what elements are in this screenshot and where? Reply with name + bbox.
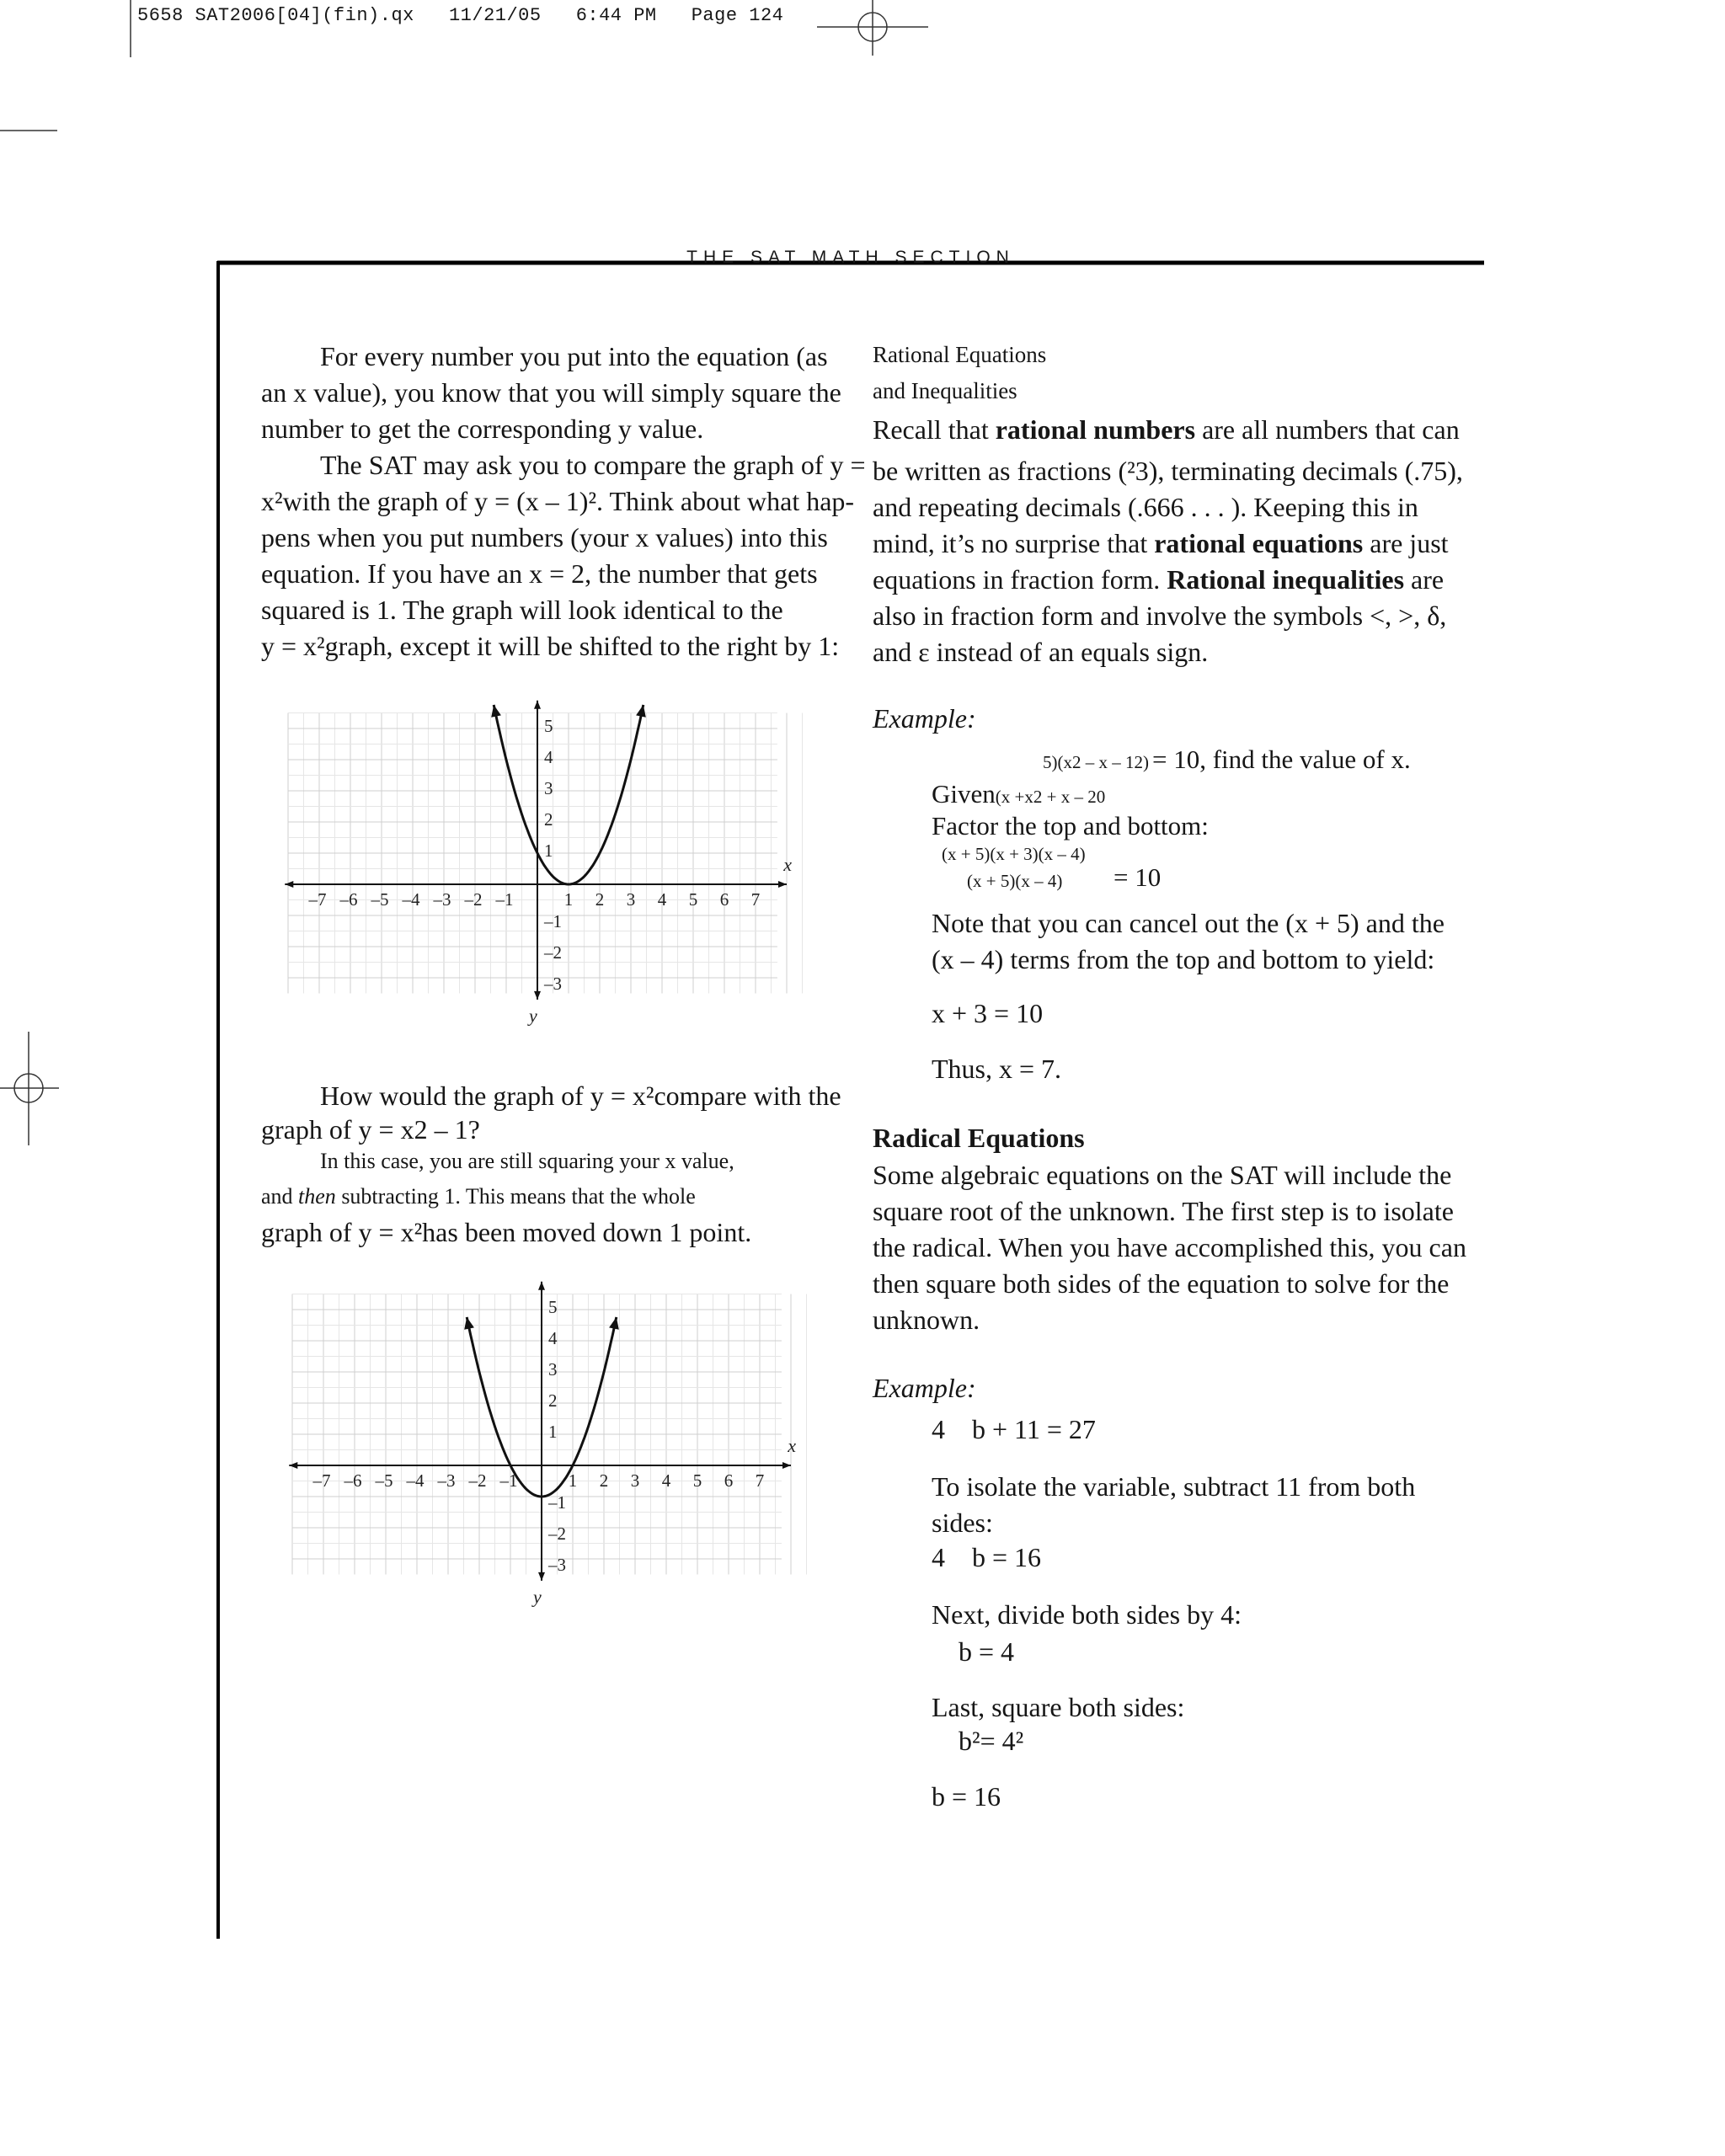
x-tick-label: 5 [692, 1470, 702, 1491]
x-tick-label: –7 [308, 889, 327, 910]
example2-eq4: b²= 4² [959, 1726, 1024, 1756]
rn-line-4-bold: rational equations [1154, 528, 1364, 558]
curve-arrow-left [491, 705, 501, 718]
radical-line-2: square root of the unknown. The first step is to isolate [873, 1196, 1454, 1226]
rn-line-7: and ε instead of an equals sign. [873, 637, 1209, 667]
slug-file: 5658 SAT2006[04](fin).qx [137, 5, 414, 26]
example1-numerator: (x + 5)(x + 3)(x – 4) [942, 844, 1086, 864]
x-tick-label: –2 [464, 889, 483, 910]
x-tick-label: –3 [437, 1470, 456, 1491]
step1-line-2: sides: [932, 1508, 993, 1538]
y-tick-label: 4 [548, 1328, 558, 1348]
x-tick-label: 6 [719, 889, 729, 910]
x-axis-arrow-left [289, 1462, 297, 1469]
rn-line-5 [873, 562, 1479, 598]
left-paragraph-2 [261, 447, 868, 664]
example1-given [932, 779, 1105, 809]
example2-label: Example: [873, 1373, 976, 1403]
example1-given-word: Given [932, 779, 996, 808]
x-tick-label: 1 [568, 1470, 578, 1491]
example1-label: Example: [873, 703, 976, 734]
y-axis-arrow-bottom [538, 1572, 545, 1581]
y-tick-label: –1 [544, 911, 562, 931]
rational-paragraph [873, 412, 1479, 670]
y-tick-label: 3 [548, 1359, 558, 1380]
y-tick-label: 5 [548, 1297, 558, 1317]
radical-line-5: unknown. [873, 1305, 980, 1335]
x-tick-label: –1 [495, 889, 514, 910]
x-tick-label: 3 [626, 889, 636, 910]
curve-arrow-right [609, 1317, 619, 1330]
example2-step1 [932, 1469, 1487, 1541]
p2-line-3: pens when you put numbers (your x values) into this [261, 522, 828, 552]
print-slug [137, 5, 783, 26]
p3-then: then [298, 1184, 336, 1209]
registration-mark-left [0, 1032, 59, 1145]
x-tick-label: –1 [499, 1470, 518, 1491]
slug-date: 11/21/05 [448, 5, 542, 26]
y-axis-arrow-bottom [534, 991, 541, 1000]
example1-note [932, 905, 1487, 978]
y-axis-arrow-top [534, 701, 541, 709]
example1-equals-10: = 10 [1114, 862, 1162, 892]
x-tick-label: 7 [750, 889, 761, 910]
x-tick-label: 4 [661, 1470, 671, 1491]
y-tick-label: 2 [544, 809, 553, 830]
x-tick-label: 2 [595, 889, 605, 910]
rn-line-4-post: are just [1363, 528, 1449, 558]
rn-line-4 [873, 526, 1479, 562]
x-tick-label: –6 [344, 1470, 362, 1491]
y-axis-label: y [533, 1586, 542, 1608]
y-tick-label: 4 [544, 747, 553, 767]
y-tick-label: 1 [548, 1422, 558, 1442]
x-tick-label: –7 [312, 1470, 331, 1491]
registration-mark-top [817, 0, 928, 56]
x-tick-label: –5 [375, 1470, 393, 1491]
left-paragraph-3 [261, 1144, 868, 1214]
radical-line-4: then square both sides of the equation to solve for the [873, 1268, 1450, 1299]
x-axis-arrow-right [778, 881, 787, 888]
example1-given-fraction [1043, 744, 1411, 775]
y-tick-label: –3 [544, 974, 562, 994]
x-tick-label: 1 [563, 889, 574, 910]
x-tick-label: –5 [371, 889, 389, 910]
p2-line-1: The SAT may ask you to compare the graph of y = [320, 450, 866, 480]
rn-line-6: also in fraction form and involve the symbols <, >, δ, [873, 600, 1447, 631]
x-tick-label: –3 [433, 889, 451, 910]
x-tick-label: 6 [724, 1470, 734, 1491]
x-tick-label: –6 [339, 889, 358, 910]
curve-arrow-left [464, 1317, 474, 1330]
p2-line-4: equation. If you have an x = 2, the number that gets [261, 558, 818, 589]
p3-line-3: graph of y = x²has been moved down 1 point. [261, 1217, 752, 1247]
radical-line-3: the radical. When you have accomplished this, you can [873, 1232, 1466, 1262]
rn-pre: Recall that [873, 414, 996, 445]
example2-step2: Next, divide both sides by 4: [932, 1599, 1242, 1630]
left-question [261, 1078, 868, 1145]
example1-denominator: (x + 5)(x – 4) [967, 871, 1063, 891]
rn-line-5-pre: equations in fraction form. [873, 564, 1167, 595]
example1-frac-small: 5)(x2 – x – 12) [1043, 752, 1149, 772]
section1-title-line-1: Rational Equations [873, 342, 1047, 367]
left-paragraph-1: For every number you put into the equation (as an x value), you know that you will simply square the number to get the corresponding y value. [261, 341, 841, 444]
p3-line-2-b: subtracting 1. This means that the whole [335, 1184, 696, 1209]
y-tick-label: –3 [548, 1555, 566, 1575]
example1-frac-rest: = 10, find the value of x. [1151, 744, 1411, 774]
example2-eq2: 4 b = 16 [932, 1542, 1042, 1572]
example2-step3: Last, square both sides: [932, 1692, 1185, 1722]
x-axis-arrow-left [285, 881, 293, 888]
rn-line-2: be written as fractions (²3), terminating decimals (.75), [873, 456, 1463, 486]
x-tick-label: –4 [402, 889, 420, 910]
rn-post: are all numbers that can [1195, 414, 1460, 445]
radical-line-1: Some algebraic equations on the SAT will include the [873, 1160, 1452, 1190]
p2-line-5: squared is 1. The graph will look identical to the [261, 595, 783, 625]
section2-title: Radical Equations [873, 1123, 1085, 1153]
rn-line-3: and repeating decimals (.666 . . . ). Keeping this in [873, 492, 1418, 522]
x-axis-label: x [788, 1435, 797, 1456]
y-tick-label: –1 [548, 1492, 566, 1513]
slug-time: 6:44 PM [575, 5, 657, 26]
running-head: THE SAT MATH SECTION [686, 248, 1015, 267]
y-tick-label: –2 [548, 1524, 566, 1544]
example1-factor: Factor the top and bottom: [932, 811, 1209, 841]
y-tick-label: 1 [544, 841, 553, 861]
p3-line-2 [261, 1179, 868, 1214]
example1-thus: Thus, x = 7. [932, 1054, 1062, 1084]
p2-line-2: x²with the graph of y = (x – 1)². Think about what hap- [261, 486, 855, 516]
radical-paragraph [873, 1157, 1479, 1338]
graph-shifted-down [274, 1272, 830, 1609]
y-tick-label: 3 [544, 778, 553, 798]
graph-shifted-right [270, 691, 825, 1027]
p3-line-2-a: and [261, 1184, 299, 1209]
y-tick-label: 2 [548, 1390, 558, 1411]
x-tick-label: 4 [657, 889, 667, 910]
example2-eq5: b = 16 [932, 1781, 1001, 1812]
y-tick-label: –2 [544, 942, 562, 963]
curve-arrow-right [636, 705, 646, 718]
x-axis-arrow-right [782, 1462, 791, 1469]
question-line-2: graph of y = x2 – 1? [261, 1114, 480, 1145]
y-axis-label: y [529, 1005, 537, 1027]
note-line-2: (x – 4) terms from the top and bottom to yield: [932, 944, 1435, 974]
rn-line-1 [873, 412, 1479, 448]
rn-line-5-post: are [1404, 564, 1445, 595]
example2-eq3: b = 4 [959, 1636, 1015, 1667]
x-tick-label: 3 [630, 1470, 640, 1491]
p3-line-1: In this case, you are still squaring your x value, [320, 1149, 734, 1173]
rn-bold: rational numbers [995, 414, 1196, 445]
x-tick-label: 7 [755, 1470, 765, 1491]
section1-title [873, 337, 1210, 409]
example2-eq1: 4 b + 11 = 27 [932, 1414, 1096, 1444]
x-tick-label: 2 [599, 1470, 609, 1491]
x-tick-label: –4 [406, 1470, 425, 1491]
x-tick-label: 5 [688, 889, 698, 910]
x-tick-label: –2 [468, 1470, 487, 1491]
slug-page: Page 124 [691, 5, 784, 26]
y-tick-label: 5 [544, 716, 553, 736]
p2-line-6: y = x²graph, except it will be shifted to the right by 1: [261, 631, 840, 661]
question-line-1: How would the graph of y = x²compare with the [320, 1081, 841, 1111]
step1-line-1: To isolate the variable, subtract 11 from both [932, 1471, 1416, 1502]
note-line-1: Note that you can cancel out the (x + 5) and the [932, 908, 1445, 938]
section1-title-line-2: and Inequalities [873, 378, 1017, 403]
rn-line-5-bold: Rational inequalities [1167, 564, 1405, 595]
rn-line-4-pre: mind, it’s no surprise that [873, 528, 1155, 558]
x-axis-label: x [783, 854, 793, 875]
y-axis-arrow-top [538, 1282, 545, 1290]
example1-result: x + 3 = 10 [932, 998, 1044, 1028]
example1-given-small: (x +x2 + x – 20 [995, 787, 1106, 807]
